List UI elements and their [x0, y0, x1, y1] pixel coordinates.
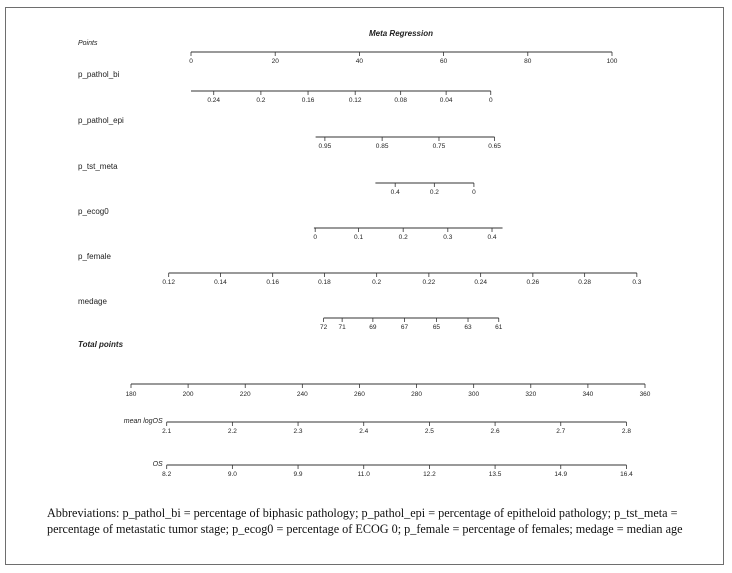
- tick-label-total-points: 200: [182, 391, 194, 398]
- tick-label-os: 11.0: [357, 471, 370, 478]
- tick-label-mean-logos: 2.4: [359, 428, 369, 435]
- tick-label-p-pathol-bi: 0.16: [301, 97, 315, 104]
- tick-label-total-points: 320: [525, 391, 537, 398]
- tick-label-total-points: 280: [411, 391, 422, 398]
- tick-label-mean-logos: 2.3: [293, 428, 303, 435]
- tick-label-total-points: 300: [468, 391, 480, 398]
- tick-label-p-pathol-bi: 0.08: [394, 97, 407, 104]
- tick-label-p-tst-meta: 0: [472, 189, 476, 196]
- tick-label-p-pathol-bi: 0.12: [348, 97, 362, 104]
- tick-label-p-ecog0: 0.2: [398, 234, 408, 241]
- tick-label-os: 14.9: [554, 471, 568, 478]
- scale-label-os: OS: [152, 461, 163, 468]
- tick-label-total-points: 260: [354, 391, 365, 398]
- tick-label-points: 20: [271, 58, 279, 65]
- tick-label-p-female: 0.2: [372, 279, 382, 286]
- tick-label-p-female: 0.28: [578, 279, 591, 286]
- tick-label-p-female: 0.12: [162, 279, 176, 286]
- tick-label-points: 60: [439, 58, 448, 65]
- tick-label-medage: 69: [369, 324, 377, 331]
- scale-label-points: Points: [78, 40, 98, 47]
- tick-label-mean-logos: 2.6: [490, 428, 500, 435]
- scale-label-p-pathol-bi: p_pathol_bi: [78, 70, 120, 79]
- scale-label-medage: medage: [78, 297, 107, 306]
- scale-label-p-female: p_female: [78, 252, 111, 261]
- tick-label-total-points: 220: [239, 391, 251, 398]
- total-points-label: Total points: [78, 340, 124, 349]
- tick-label-os: 16.4: [620, 471, 633, 478]
- tick-label-total-points: 340: [582, 391, 594, 398]
- tick-label-mean-logos: 2.5: [424, 428, 434, 435]
- tick-label-medage: 61: [495, 324, 503, 331]
- scale-label-p-pathol-epi: p_pathol_epi: [78, 116, 124, 125]
- tick-label-total-points: 180: [125, 391, 137, 398]
- tick-label-total-points: 360: [639, 391, 651, 398]
- tick-label-p-pathol-bi: 0.2: [256, 97, 266, 104]
- tick-label-p-ecog0: 0: [313, 234, 318, 241]
- tick-label-os: 8.2: [162, 471, 172, 478]
- tick-label-points: 100: [606, 58, 618, 65]
- tick-label-os: 9.9: [293, 471, 303, 478]
- tick-label-points: 0: [189, 58, 193, 65]
- tick-label-p-female: 0.18: [318, 279, 331, 286]
- tick-label-p-female: 0.3: [632, 279, 642, 286]
- tick-label-p-tst-meta: 0.4: [390, 189, 400, 196]
- scale-label-p-ecog0: p_ecog0: [78, 207, 109, 216]
- tick-label-p-pathol-bi: 0: [488, 97, 493, 104]
- scale-label-mean-logos: mean logOS: [123, 418, 163, 425]
- tick-label-p-female: 0.14: [214, 279, 227, 286]
- tick-label-medage: 67: [400, 324, 409, 331]
- tick-label-p-ecog0: 0.3: [443, 234, 453, 241]
- tick-label-mean-logos: 2.7: [556, 428, 566, 435]
- tick-label-mean-logos: 2.8: [621, 428, 631, 435]
- tick-label-medage: 72: [319, 324, 328, 331]
- tick-label-mean-logos: 2.2: [227, 428, 237, 435]
- tick-label-p-female: 0.24: [474, 279, 487, 286]
- abbreviations-caption: Abbreviations: p_pathol_bi = percentage of biphasic pathology; p_pathol_epi = percentage of epitheloid pathology; p_tst_meta = percentage of metastatic tumor stage; p_ecog0 = percentage of ECOG 0; p_female = percentage of females; medage = median age: [47, 506, 683, 536]
- tick-label-os: 12.2: [423, 471, 436, 478]
- tick-label-p-pathol-epi: 0.95: [318, 143, 332, 150]
- scale-label-p-tst-meta: p_tst_meta: [78, 162, 118, 171]
- tick-label-os: 9.0: [227, 471, 237, 478]
- tick-label-p-pathol-bi: 0.24: [207, 97, 221, 104]
- tick-label-p-ecog0: 0.1: [354, 234, 364, 241]
- tick-label-p-pathol-bi: 0.04: [439, 97, 453, 104]
- tick-label-p-pathol-epi: 0.85: [375, 143, 389, 150]
- tick-label-p-pathol-epi: 0.65: [488, 143, 501, 150]
- tick-label-p-ecog0: 0.4: [487, 234, 497, 241]
- tick-label-medage: 65: [432, 324, 441, 331]
- tick-label-p-tst-meta: 0.2: [429, 189, 439, 196]
- tick-label-p-pathol-epi: 0.75: [432, 143, 446, 150]
- chart-title: Meta Regression: [368, 29, 434, 38]
- tick-label-points: 80: [524, 58, 532, 65]
- tick-label-total-points: 240: [296, 391, 308, 398]
- tick-label-os: 13.5: [488, 471, 502, 478]
- tick-label-medage: 71: [338, 324, 346, 331]
- tick-label-mean-logos: 2.1: [162, 428, 172, 435]
- tick-label-medage: 63: [464, 324, 472, 331]
- tick-label-p-female: 0.22: [422, 279, 436, 286]
- tick-label-points: 40: [355, 58, 364, 65]
- tick-label-p-female: 0.16: [266, 279, 280, 286]
- tick-label-p-female: 0.26: [526, 279, 540, 286]
